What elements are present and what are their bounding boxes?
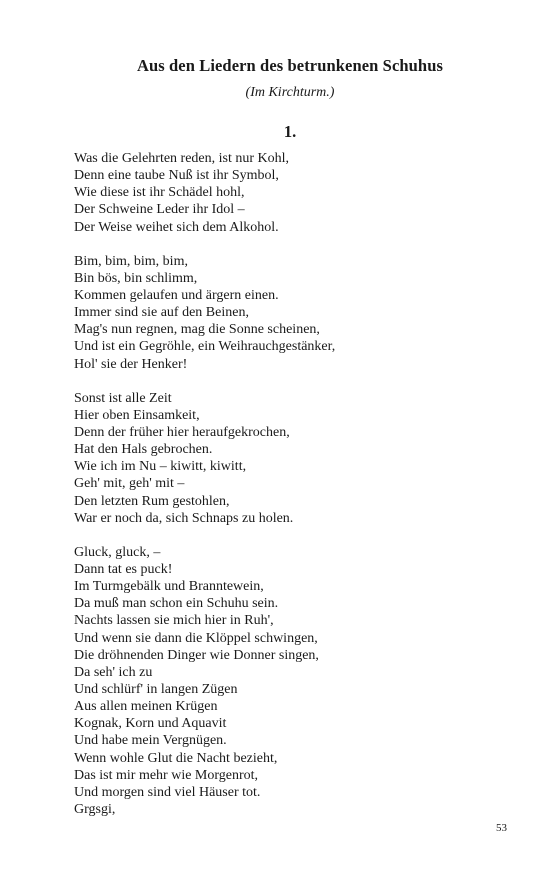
poem-subtitle: (Im Kirchturm.): [245, 85, 335, 100]
poem-line: Kognak, Korn und Aquavit: [74, 716, 227, 732]
poem-body: [74, 150, 494, 835]
poem-line: Und habe mein Vergnügen.: [74, 733, 227, 749]
poem-line: Mag's nun regnen, mag die Sonne scheinen,: [74, 322, 320, 338]
page-number: 53: [496, 822, 507, 834]
poem-line: Und morgen sind viel Häuser tot.: [74, 784, 261, 800]
poem-line: Bin bös, bin schlimm,: [74, 270, 198, 286]
poem-line: Dann tat es puck!: [74, 561, 173, 577]
poem-line: Hat den Hals gebrochen.: [74, 442, 213, 458]
poem-line: Was die Gelehrten reden, ist nur Kohl,: [74, 151, 290, 166]
poem-line: Da muß man schon ein Schuhu sein.: [74, 596, 279, 612]
poem-title: Aus den Liedern des betrunkenen Schuhus: [136, 56, 444, 75]
poem-line: Der Schweine Leder ihr Idol –: [74, 202, 245, 218]
poem-line: Hier oben Einsamkeit,: [74, 407, 200, 423]
poem-line: Denn eine taube Nuß ist ihr Symbol,: [74, 168, 279, 184]
stanza: [74, 390, 494, 527]
poem-line: Wenn wohle Glut die Nacht bezieht,: [74, 750, 278, 766]
poem-line: Nachts lassen sie mich hier in Ruh',: [74, 613, 274, 629]
poem-line: Immer sind sie auf den Beinen,: [74, 305, 249, 321]
poem-line: Wie ich im Nu – kiwitt, kiwitt,: [74, 459, 247, 475]
poem-line: Den letzten Rum gestohlen,: [74, 493, 230, 509]
poem-line: Aus allen meinen Krügen: [74, 699, 218, 715]
poem-line: Der Weise weihet sich dem Alkohol.: [74, 219, 279, 235]
section-number: 1.: [283, 122, 297, 141]
stanza: [74, 253, 494, 373]
poem-line: Denn der früher hier heraufgekrochen,: [74, 424, 290, 440]
poem-line: Das ist mir mehr wie Morgenrot,: [74, 767, 259, 783]
poem-line: War er noch da, sich Schnaps zu holen.: [74, 510, 294, 526]
poem-line: Kommen gelaufen und ärgern einen.: [74, 287, 279, 303]
poem-line: Und ist ein Gegröhle, ein Weihrauchgestänker,: [74, 339, 336, 355]
poem-line: Im Turmgebälk und Branntewein,: [74, 579, 264, 595]
poem-line: Die dröhnenden Dinger wie Donner singen,: [74, 647, 319, 663]
poem-line: Hol' sie der Henker!: [74, 356, 188, 372]
poem-line: Grgsgi,: [74, 801, 116, 817]
stanza: [74, 544, 494, 818]
poem-line: Und schlürf' in langen Zügen: [74, 681, 238, 697]
stanza: [74, 150, 494, 236]
poem-line: Geh' mit, geh' mit –: [74, 476, 185, 492]
poem-line: Sonst ist alle Zeit: [74, 390, 172, 406]
poem-line: Wie diese ist ihr Schädel hohl,: [74, 185, 245, 201]
poem-line: Bim, bim, bim, bim,: [74, 253, 188, 269]
poem-line: Da seh' ich zu: [74, 664, 153, 680]
poem-line: Und wenn sie dann die Klöppel schwingen,: [74, 630, 318, 646]
poem-line: Gluck, gluck, –: [74, 544, 161, 560]
